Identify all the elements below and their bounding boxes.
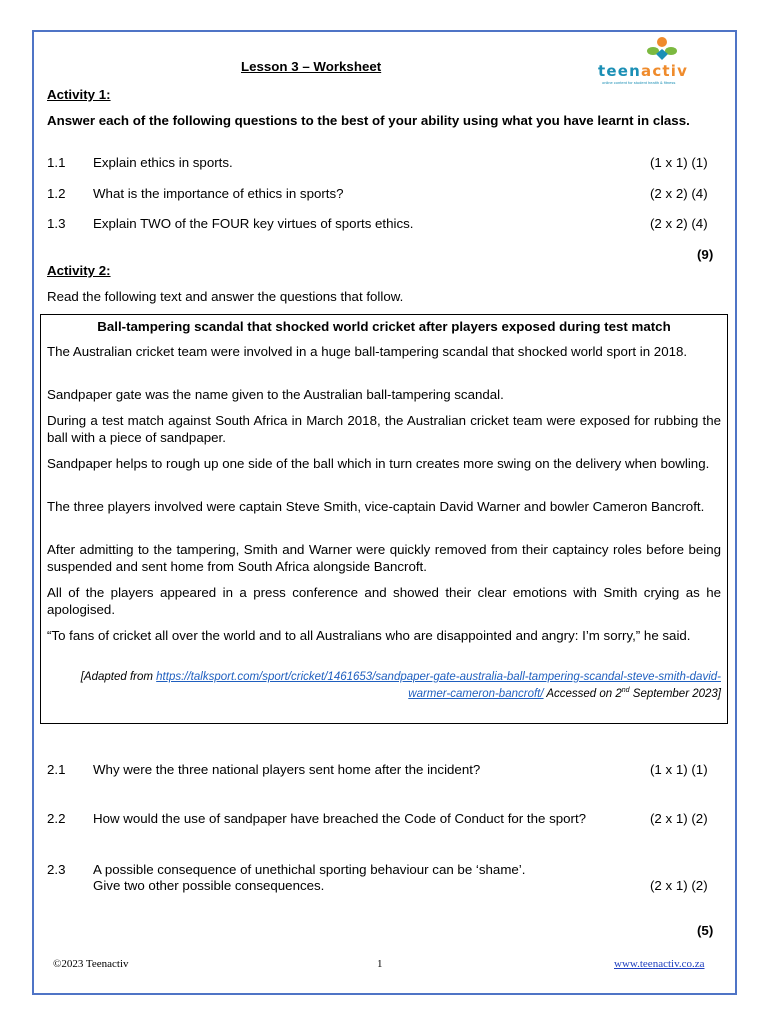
page-title: Lesson 3 – Worksheet — [241, 59, 382, 74]
source-link[interactable]: https://talksport.com/sport/cricket/1461653/sandpaper-gate-australia-ball-tampering-scandal-steve-smith-david- — [156, 671, 721, 683]
question-text: Why were the three national players sent home after the incident? — [93, 762, 481, 777]
activity2-heading: Activity 2: — [47, 263, 111, 278]
article-paragraph: The three players involved were captain Steve Smith, vice-captain David Warner and bowler Cameron Bancroft. — [47, 499, 705, 514]
article-paragraph: After admitting to the tampering, Smith and Warner were quickly removed from their captaincy roles before being suspended and sent home from South Africa alongside Bancroft. — [47, 542, 721, 574]
activity2-total: (5) — [697, 923, 714, 938]
question-marks: (2 x 1) (2) — [650, 811, 708, 826]
question-number: 2.2 — [47, 811, 66, 826]
footer-copyright: ©2023 Teenactiv — [53, 958, 129, 970]
article-box — [40, 314, 728, 724]
article-paragraph: The Australian cricket team were involved in a huge ball-tampering scandal that shocked world sport in 2018. — [47, 344, 688, 359]
question-marks: (2 x 2) (4) — [650, 186, 708, 201]
article-paragraph: “To fans of cricket all over the world and to all Australians who are disappointed and angry: I’m sorry,” he said. — [47, 628, 691, 643]
article-title: Ball-tampering scandal that shocked world cricket after players exposed during test match — [97, 319, 671, 334]
article-source: [Adapted from https://talksport.com/sport/cricket/1461653/sandpaper-gate-australia-ball-tampering-scandal-steve-smith-david- warmer-cameron-bancroft/ Accessed on 2nd September 2023] — [80, 671, 721, 700]
question-text: Explain TWO of the FOUR key virtues of sports ethics. — [93, 216, 414, 231]
question-text: How would the use of sandpaper have breached the Code of Conduct for the sport? — [93, 811, 587, 826]
article-paragraph: All of the players appeared in a press conference and showed their clear emotions with Smith crying as he apologised. — [47, 585, 721, 617]
question-marks: (1 x 1) (1) — [650, 155, 708, 170]
activity2-instruction: Read the following text and answer the questions that follow. — [47, 289, 404, 304]
question-marks: (1 x 1) (1) — [650, 762, 708, 777]
footer-page-number: 1 — [377, 958, 383, 970]
question-text: What is the importance of ethics in sports? — [93, 186, 344, 201]
question-text-line2: Give two other possible consequences. — [93, 878, 325, 893]
question-number: 2.1 — [47, 762, 66, 777]
footer-website-link[interactable]: www.teenactiv.co.za — [614, 958, 705, 970]
question-marks: (2 x 1) (2) — [650, 878, 708, 893]
logo-tagline: online content for student health & fitness — [602, 80, 676, 85]
question-text: A possible consequence of unethichal sporting behaviour can be ‘shame’. — [93, 862, 526, 877]
question-marks: (2 x 2) (4) — [650, 216, 708, 231]
activity1-total: (9) — [697, 247, 714, 262]
activity1-instruction: Answer each of the following questions to the best of your ability using what you have learnt in class. — [47, 113, 690, 128]
article-paragraph: During a test match against South Africa in March 2018, the Australian cricket team were exposed for rubbing the ball with a piece of sandpaper. — [47, 413, 721, 445]
question-number: 2.3 — [47, 862, 66, 877]
logo-figure-icon — [598, 36, 728, 64]
source-link-continued[interactable]: warmer-cameron-bancroft/ — [408, 687, 544, 700]
question-number: 1.2 — [47, 186, 66, 201]
question-number: 1.1 — [47, 155, 66, 170]
question-text: Explain ethics in sports. — [93, 155, 233, 170]
activity1-heading: Activity 1: — [47, 87, 111, 102]
article-paragraph: Sandpaper gate was the name given to the Australian ball-tampering scandal. — [47, 387, 504, 402]
logo-wordmark: teenactiv — [598, 62, 689, 80]
question-number: 1.3 — [47, 216, 66, 231]
article-paragraph: Sandpaper helps to rough up one side of the ball which in turn creates more swing on the delivery when bowling. — [47, 456, 710, 471]
teenactiv-logo — [598, 36, 728, 86]
